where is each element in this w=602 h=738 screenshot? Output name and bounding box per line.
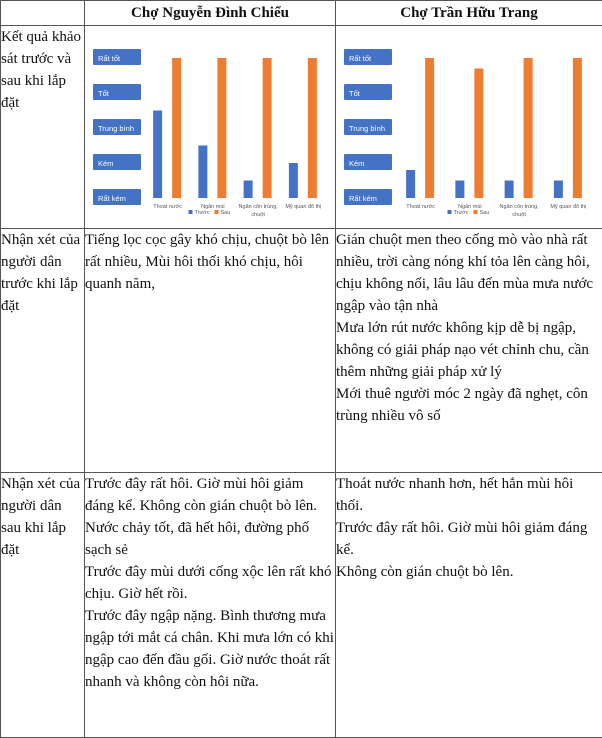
chart-cell-1	[85, 26, 336, 229]
bar-trước	[455, 181, 464, 199]
legend-label: Trước	[194, 210, 210, 216]
legend-label: Sau	[479, 210, 490, 216]
bar-sau	[263, 58, 272, 198]
level-label: Trung bình	[349, 124, 385, 133]
bar-sau	[573, 58, 582, 198]
category-label: Ngăn côn trùng,	[499, 204, 539, 210]
level-label: Kém	[349, 159, 365, 168]
comment-paragraph: Không còn gián chuột bò lên.	[336, 564, 514, 580]
comment-paragraph: Thoát nước nhanh hơn, hết hẳn mùi hôi thối.	[336, 476, 574, 514]
comment-paragraph: Trước đây ngập nặng. Bình thương mưa ngập tới mắt cá chân. Khi mưa lớn có khi ngập cao đến đầu gối. Giờ nước thoát rất nhanh và không còn hôi nữa.	[85, 608, 334, 690]
chart-nguyen-dinh-chieu	[85, 26, 336, 221]
row-label-survey: Kết quả khảo sát trước và sau khi lắp đặt	[1, 26, 85, 229]
category-label: Ngăn côn trùng,	[238, 204, 278, 210]
category-label: Mỹ quan đô thị	[285, 204, 322, 210]
comment-paragraph: Trước đây mùi dưới cống xộc lên rất khó chịu. Giờ hết rồi.	[85, 564, 332, 602]
legend-label: Sau	[220, 210, 231, 216]
before-comments-nguyen-dinh-chieu	[85, 229, 336, 473]
row-label-after: Nhận xét của người dân sau khi lắp đặt	[1, 473, 85, 738]
comment-paragraph: Nước chảy tốt, đã hết hôi, đường phố sạch sẻ	[85, 520, 310, 558]
header-tran-huu-trang: Chợ Trần Hữu Trang	[336, 1, 602, 26]
bar-sau	[172, 58, 181, 198]
level-label: Rất kém	[349, 194, 377, 203]
level-label: Tốt	[349, 89, 360, 98]
bar-trước	[153, 111, 162, 199]
comment-paragraph: Mới thuê người móc 2 ngày đã nghẹt, côn trùng nhiều vô số	[336, 386, 588, 424]
comment-paragraph: Tiếng lọc cọc gây khó chịu, chuột bò lên rất nhiều, Mùi hôi thối khó chịu, hôi quanh năm,	[85, 232, 329, 292]
legend-swatch	[215, 210, 219, 214]
bar-trước	[505, 181, 514, 199]
legend-swatch	[474, 210, 478, 214]
comment-paragraph: Trước đây rất hôi. Giờ mùi hôi giảm đáng kể. Không còn gián chuột bò lên.	[85, 476, 318, 514]
category-label: Thoát nước	[153, 204, 182, 210]
level-label: Rất kém	[98, 194, 126, 203]
bar-trước	[406, 170, 415, 198]
header-empty	[1, 1, 85, 26]
category-label: chuột	[251, 212, 265, 218]
bar-trước	[554, 181, 563, 199]
comment-paragraph: Trước đây rất hôi. Giờ mùi hôi giảm đáng kể.	[336, 520, 588, 558]
legend-swatch	[448, 210, 452, 214]
level-label: Rất tốt	[349, 54, 372, 63]
category-label: Thoát nước	[406, 204, 435, 210]
bar-trước	[198, 146, 207, 199]
bar-sau	[217, 58, 226, 198]
level-label: Trung bình	[98, 124, 134, 133]
bar-trước	[244, 181, 253, 199]
level-label: Kém	[98, 159, 114, 168]
legend-label: Trước	[453, 210, 469, 216]
bar-sau	[425, 58, 434, 198]
bar-sau	[524, 58, 533, 198]
chart-tran-huu-trang	[336, 26, 602, 221]
before-comments-tran-huu-trang	[336, 229, 602, 473]
header-nguyen-dinh-chieu: Chợ Nguyễn Đình Chiểu	[85, 1, 336, 26]
level-label: Rất tốt	[98, 54, 121, 63]
comment-paragraph: Mưa lớn rút nước không kịp dễ bị ngập, không có giải pháp nạo vét chỉnh chu, cần thêm những giải pháp xử lý	[336, 320, 589, 380]
category-label: Mỹ quan đô thị	[550, 204, 587, 210]
category-label: Ngăn mùi	[201, 204, 225, 210]
category-label: chuột	[512, 212, 526, 218]
category-label: Ngăn mùi	[458, 204, 482, 210]
bar-trước	[289, 163, 298, 198]
bar-sau	[474, 69, 483, 199]
legend-swatch	[189, 210, 193, 214]
comment-paragraph: Gián chuột men theo cống mò vào nhà rất nhiều, trời càng nóng khí tỏa lên càng hôi, chịu không nổi, lâu lâu đến mùa mưa nước ngập vào tận nhà	[336, 232, 594, 314]
bar-sau	[308, 58, 317, 198]
row-label-before: Nhận xét của người dân trước khi lắp đặt	[1, 229, 85, 473]
level-label: Tốt	[98, 89, 109, 98]
chart-cell-2	[336, 26, 602, 229]
after-comments-tran-huu-trang	[336, 473, 602, 738]
after-comments-nguyen-dinh-chieu	[85, 473, 336, 738]
